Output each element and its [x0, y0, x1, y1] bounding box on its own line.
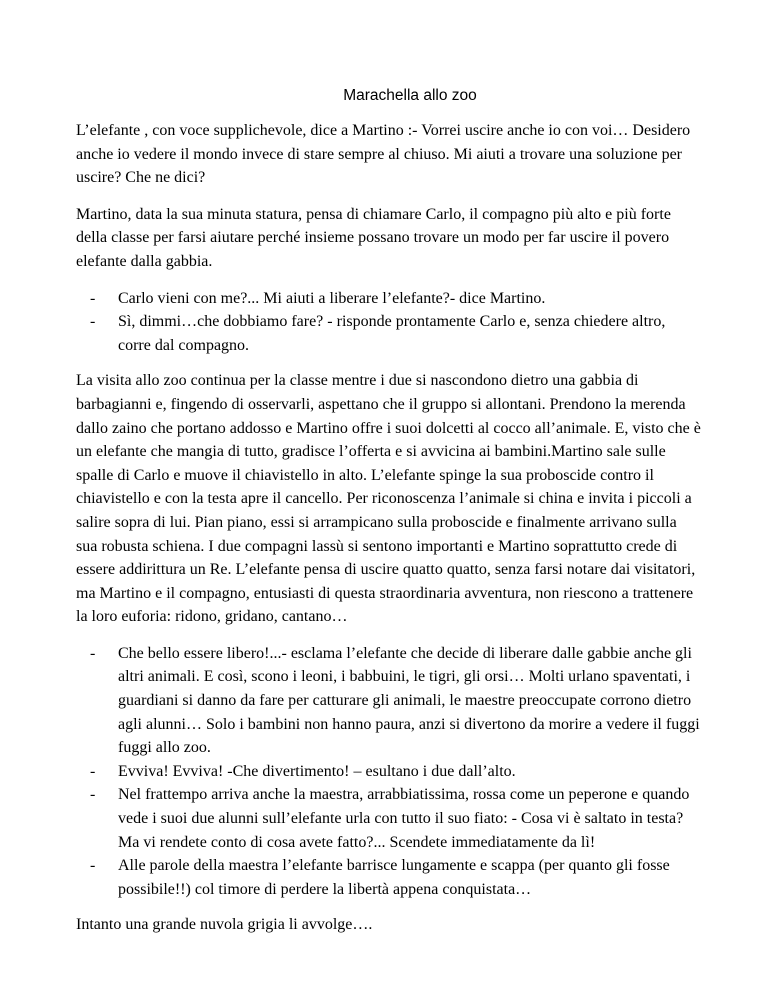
list-dash: -	[90, 313, 96, 331]
dialogue-item	[76, 287, 701, 311]
list-dash: -	[90, 857, 96, 875]
list-dash: -	[90, 786, 96, 804]
dialogue-text: Carlo vieni con me?... Mi aiuti a liberare l’elefante?- dice Martino.	[118, 289, 546, 307]
dialogue-text: Nel frattempo arriva anche la maestra, arrabbiatissima, rossa come un peperone e quando vede i suoi due alunni sull’elefante urla con tutto il suo fiato: - Cosa vi è saltato in testa? Ma vi rendete conto di cosa avete fatto?... Scendete immediatamente da lì!	[118, 786, 690, 851]
dialogue-text: Sì, dimmi…che dobbiamo fare? - risponde prontamente Carlo e, senza chiedere altro, corre dal compagno.	[118, 313, 666, 354]
paragraph: Martino, data la sua minuta statura, pensa di chiamare Carlo, il compagno più alto e più forte della classe per farsi aiutare perché insieme possano trovare un modo per far uscire il povero elefante dalla gabbia.	[76, 205, 671, 270]
paragraph: Intanto una grande nuvola grigia li avvolge….	[76, 916, 373, 934]
dialogue-text: Alle parole della maestra l’elefante barrisce lungamente e scappa (per quanto gli fosse possibile!!) col timore di perdere la libertà appena conquistata…	[118, 857, 670, 898]
dialogue-text: Che bello essere libero!...- esclama l’elefante che decide di liberare dalle gabbie anche gli altri animali. E così, scono i leoni, i babbuini, le tigri, gli orsi… Molti urlano spaventati, i guardiani si danno da fare per catturare gli animali, le maestre preoccupate corrono dietro agli alunni… Solo i bambini non hanno paura, anzi si divertono da morire a vedere il fuggi fuggi allo zoo.	[118, 644, 700, 757]
list-dash: -	[90, 762, 96, 780]
paragraph: L’elefante , con voce supplichevole, dice a Martino :- Vorrei uscire anche io con voi… Desidero anche io vedere il mondo invece di stare sempre al chiuso. Mi aiuti a trovare una soluzione per uscire? Che ne dici?	[76, 122, 691, 187]
dialogue-item	[76, 854, 701, 901]
list-dash: -	[90, 289, 96, 307]
dialogue-item	[76, 310, 701, 357]
dialogue-text: Evviva! Evviva! -Che divertimento! – esultano i due dall’alto.	[118, 762, 516, 780]
dialogue-item	[76, 642, 701, 760]
dialogue-list	[76, 287, 701, 358]
list-dash: -	[90, 644, 96, 662]
dialogue-item	[76, 783, 701, 854]
paragraph: La visita allo zoo continua per la classe mentre i due si nascondono dietro una gabbia di barbagianni e, fingendo di osservarli, aspettano che il gruppo si allontani. Prendono la merenda dallo zaino che portano addosso e Martino offre i suoi dolcetti al cocco all’animale. E, visto che è un elefante che mangia di tutto, gradisce l’offerta e si avvicina ai bambini.Martino sale sulle spalle di Carlo e muove il chiavistello in alto. L’elefante spinge la sua proboscide contro il chiavistello e con la testa apre il cancello. Per riconoscenza l’animale si china e invita i piccoli a salire sopra di lui. Pian piano, essi si arrampicano sulla proboscide e finalmente arrivano sulla sua robusta schiena. I due compagni lassù si sentono importanti e Martino soprattutto crede di essere addirittura un Re. L’elefante pensa di uscire quatto quatto, senza farsi notare dai visitatori, ma Martino e il compagno, entusiasti di questa straordinaria avventura, non riescono a trattenere la loro euforia: ridono, gridano, cantano…	[76, 372, 701, 626]
document-title: Marachella allo zoo	[343, 87, 477, 104]
dialogue-list	[76, 642, 701, 902]
dialogue-item	[76, 760, 701, 784]
document-body	[76, 119, 701, 950]
